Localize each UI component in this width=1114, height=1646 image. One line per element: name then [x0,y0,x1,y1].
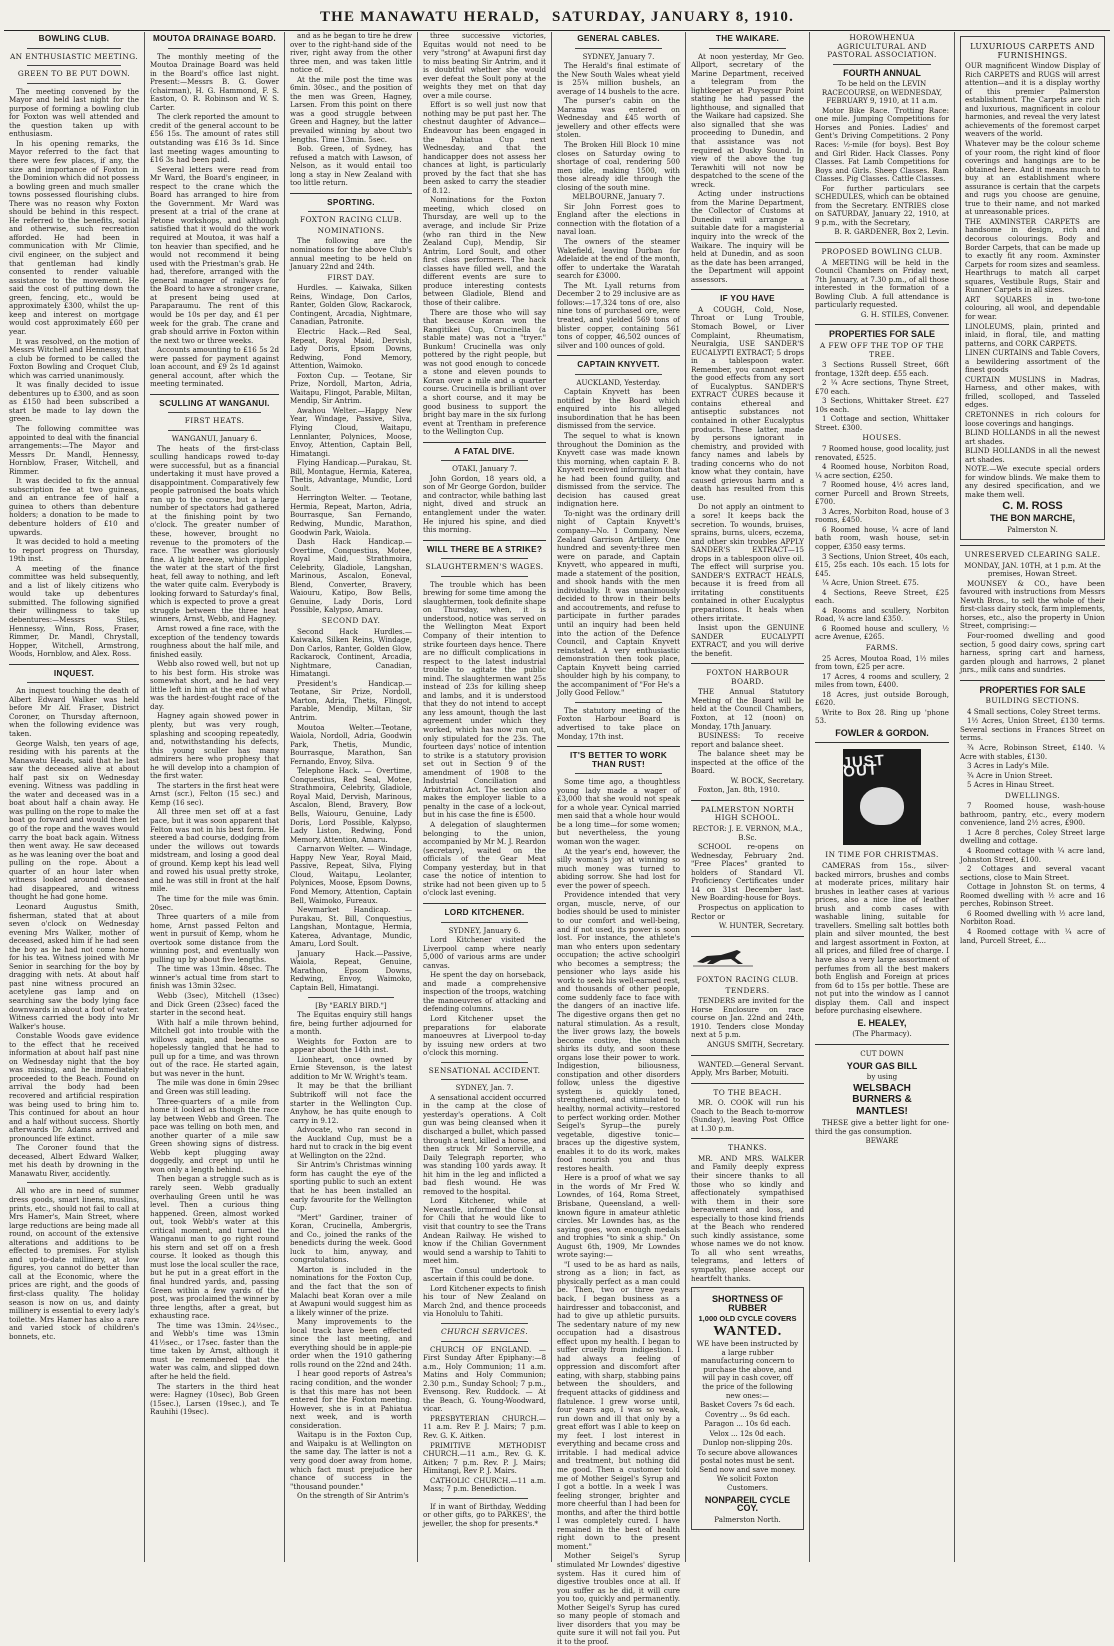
high-school-heading: PALMERSTON NORTH HIGH SCHOOL. [700,804,795,823]
mantles-heading: MANTLES! [856,1105,908,1117]
signature: G. H. STILES, Convener. [860,309,949,319]
list-item: 1 Cottage and section, Whittaker Street. £300. [815,414,949,432]
paragraph: Webb also rowed well, but not up to his best form. His stroke was somewhat short, and he had very little left in him at the end of what was the hardest-fought race of the day. [150,659,279,711]
advert-place: Palmerston North. [714,1514,781,1524]
list-item: 3 Sections Russell Street, 66ft frontage, 132ft deep. £55 each. [815,360,949,378]
properties-heading: PROPERTIES FOR SALE [828,329,935,340]
paragraph: It was resolved, on the motion of Messrs Witchell and Hennessy, that a club be formed to be called the Foxton Bowling and Croquet Club, which was carried unanimously. [9,336,139,380]
beach-heading: TO THE BEACH. [713,1087,782,1097]
paragraph: An inquest touching the death of Albert Edward Walker was held before Mr Alf. Fraser, District Coroner, on Thursday afternoon, when the following evidence was taken. [9,686,139,739]
paragraph: The owners of the steamer Wakefield, leaving Durban for Adelaide at the end of the month, offer to undertake the Waratah search for £3000. [557,237,680,281]
paragraph: Here is a proof of what we say in the words of Mr Fred W. Lowndes, of 164, Roma Street, Brisbane, Queensland, a well-known figure in amateur athletic circles. Mr Lowndes has, as the saying goes, won enough medals and trophies "to sink a ship." On August 6th, 1909, Mr Lowndes wrote saying:— [557,1173,680,1260]
tenders-subheading: TENDERS. [725,985,770,995]
properties-heading: PROPERTIES FOR SALE [979,684,1086,695]
paragraph: Marton is included in the nominations for the Foxton Cup, and the fact that the son of Malachi beat Koran over a mile at Awapuni would suggest him as a likely winner of the prize. [290,1264,412,1317]
paragraph: The time for the mile was 6min. 20sec. [150,893,279,912]
paragraph: Awahou Welter.—Happy New Year, Windage, Passive, Silva, Flying Cloud, Waitapu, Lennlanter, Polynices, Moose, Envoy, Attention, Captain Bell, Himatangi. [290,405,412,458]
dateline: Foxton, Jan. 8th, 1910. [698,785,780,795]
byline: [By "EARLY BIRD."] [315,1000,387,1010]
signature: ANGUS SMITH, Secretary. [707,1039,804,1049]
list-item: 3 Acres in Lady's Mile. [967,761,1050,771]
rector-line: RECTOR: J. E. VERNON, M.A., B.Sc. [692,824,803,842]
paragraph: On the strength of Sir Antrim's [297,1491,409,1501]
paragraph: Dash Hack Handicap.—Overtime, Conquestius, Motee, Royal Maid, Strathmoira, Celebrity, Gladiole, Langshan, Marinous, Ascalon, Eoneval, Blend, Converter, Bravery, Waiouru, Katipo, Bow Bells, Genuine, Lady Doris, Lord Possible, Kalypso, Amaru. [290,537,412,615]
dateline: SYDNEY, Jan. 7. [455,1083,514,1093]
paragraph: CAMERAS from 15s., silver-backed mirrors, brushes and combs at moderate prices, military hair brushes in leather cases at various prices, also a nice line of leather brush and comb cases with washable lining, suitable for travellers. Smelling salt bottles both plain and silver mounted, the best and largest assortment in Foxton, at all prices, and filled free of charge. I have also a very large assortment of perfumes from all the best makers both English and Foreign at prices from 6d to 15s per bottle. These are not put into the window as I cannot display them. Call and inspect before purchasing elsewhere. [815,861,949,1016]
paragraph: CURTAIN MUSLINS in Madras, Harness, and other makes, with frilled, scolloped, and Tasseled edges. [965,374,1100,410]
paragraph: Providence intended that very organ, muscle, nerve, of our bodies should be used to minister to our comfort and well-being, and if not used, its power is soon lost. For instance, the athlete's man who enters upon sedentary occupation; the active schoolgirl who becomes a semptress; the pensioner who lays aside his work to seek his well-earned rest, and thousands of other people, come suddenly face to face with the dangers of an inactive life. The digestive organs then get no natural stimulation. As a result, the liver grows lazy, the bowels become costive, the stomach shirks its duty, and soon these organs lose their power to work. Indigestion, biliousness, constipation and other disorders follow, unless the digestive system is quickly toned, strengthened, and stimulated to healthy, normal activity—restored to perfect working order. Mother Seigel's Syrup—the purely vegetable, digestive tonic—braces up the digestive system, enables it to do its work, makes food nourish you and thus restores health. [557,890,680,1173]
dateline: AUCKLAND, Yesterday. [576,377,661,387]
strike-heading: WILL THERE BE A STRIKE? [426,544,543,554]
paragraph: At noon yesterday, Mr Geo. Allport, secretary of the Marine Department, received a telegram from the lightkeeper at Puysegur Point stating he had passed the lighthouse, and signalled that the Waikare had capsized. She also signalled that she was proceeding to Dunedin, and that assistance was not required at Dusky Sound. In view of the above the tug Terawhiti will not now be despatched to the scene of the wreck. [691,51,804,189]
paragraph: Telephone Hack. — Overtime, Conquestius, Red Seal, Motee, Strathmoira, Celebrity, Gladiole, Royal Maid, Dervish, Marinous, Ascalon, Blend, Bravery, Bow Bells, Waiouru, Genuine, Lady Doris, Lord Possible, Kalypso, Lady Liston, Redwing, Fond Memory, Attention, Amaru. [290,766,412,844]
signature: B. R. GARDENER, Box 2, Levin. [834,227,949,237]
paragraph: Advocate, who ran second in the Auckland Cup, must be a hard nut to crack in the big event at Wellington on the 22nd. [290,1125,412,1160]
paragraph: Constable Woods gave evidence to the effect that he received information at about half past nine on Wednesday night that the boy was missing, and he immediately proceeded to the Beach. Found on arrival the body had been recovered and artificial respiration was being used to bring him to. This continued for about an hour and a half without success. Shortly afterwards Dr. Adams arrived and pronounced life extinct. [9,1031,139,1143]
paragraph: MR. O. COOK will run his Coach to the Beach to-morrow (Sunday), leaving Post Office at 1.30 p.m. [691,1098,804,1133]
firm-name: C. M. ROSS [1002,500,1063,513]
paragraph: Insist upon the GENUINE SANDER EUCALYPTI EXTRACT, and you will derive the benefit. [691,623,804,658]
paragraph: CATHOLIC CHURCH.—11 a.m. Mass; 7 p.m. Benediction. [423,1475,546,1494]
paragraph: and as he began to tire he drew over to the right-hand side of the river, right away from the other three men, and was taken little notice of. [290,31,412,75]
drainage-board-heading: MOUTOA DRAINAGE BOARD. [152,34,277,43]
paragraph: LINEN CURTAINS and Table Covers, a bewildering assortment of the finest goods [965,348,1100,375]
paragraph: With half a mile thrown behind, Mitchell got into trouble with the willows again, and became so hopelessly tangled that he had to pull up for a time, and was thrown out of the race. He started again, but was never in the hunt. [150,1017,279,1078]
paragraph: The following committee was appointed to deal with the financial arrangements:—The Mayor and Messrs Dr. Mandl, Hennessy, Hornblow, Fraser, Witchell, and Rimmer. [9,423,139,476]
paragraph: Foxton Cup. — Teotane, Sir Prize, Nordoll, Marton, Adria, Waitapu, Flingot, Parable, Miltan, Mendip, Sir Antrim. [290,370,412,406]
list-item: 2 Cottages and several vacant sections, close to Main Street. [960,864,1105,882]
paragraph: The time was 13min. 48sec. The winner's actual time from start to finish was 13min 32sec. [150,964,279,991]
paragraph: The time was 13min. 24½sec., and Webb's time was 13min 41½sec., or 17sec. faster than the time taken by Arnst, although it must be remembered that the water was calm, and slipped down after he held the field. [150,1320,279,1382]
clearing-sale-heading: UNRESERVED CLEARING SALE. [964,550,1101,560]
paragraph: PRESBYTERIAN CHURCH.— 11 a.m. Rev P. J. Mairs; 7 p.m. Rev. G. K. Aitken. [423,1413,546,1441]
list-item: Cottage in Johnston St. on terms, 4 Roomed dwelling with ½ acre and 16 perches, Robinson Street. [960,882,1105,909]
if-you-have-heading: IF YOU HAVE [720,294,775,304]
paragraph: Whatever may be the colour scheme of your room, the right kind of floor coverings and hangings are to be obtained here. And it means much to buy at an establishment where assurance is certain that the carpets and rugs you choose are genuine, true to their name, and not marked at unreasonable prices. [965,139,1100,217]
firm-name: FOWLER & GORDON. [835,727,929,738]
just-out-illustration [843,749,921,845]
paragraph: The Consul undertook to ascertain if this could be done. [423,1265,546,1284]
gas-line: by using [866,1072,898,1082]
welsbach-heading: WELSBACH [853,1082,911,1094]
paragraph: The balance sheet may be inspected at the office of the Board. [691,749,804,776]
paragraph: The Broken Hill Block 10 mine closes on Saturday owing to shortage of coal, rendering 500 men idle, making 1500, with those already idle through the closing of the south mine. [557,140,680,192]
paragraph: BLIND HOLLANDS in all the newest art shades. [965,428,1100,446]
racing-club-heading: FOXTON RACING CLUB. [696,975,799,985]
list-item: 18 Acres, just outside Borough, £620. [815,689,949,708]
paragraph: Lionheart, once owned by Ernie Stevenson, is the latest addition to Mr W. Wright's team. [290,1054,412,1081]
paragraph: All who are in need of summer dress goods, smart linens, muslins, prints, etc., should not fail to call at Mrs Hamer's, Main Street, where large reductions are being made all round, on account of the extensive alterations and additions to be effected to premises. For stylish and up-to-date millinery, at low figures, you cannot do better than call at the Economic, where the prices are right, and the goods of first-class quality. The holiday season is now on us, and dainty millinery is essential to every lady's toilette. Mrs Hamer has also a rare and varied stock of children's bonnets, etc. [9,1186,139,1341]
show-association-heading: HOROWHENUA AGRICULTURAL AND PASTORAL ASSOCIATION. [827,33,937,60]
paragraph: The following are the nominations for the above Club's annual meeting to be held on January 22nd and 24th. [290,236,412,272]
paragraph: The starters in the third heat were: Hagney (10sec), Bob Green (15sec.), Larsen (19sec.), and Te Rauhihi (19sec). [150,1381,279,1417]
list-item: 1½ Acres, Union Street, £130 terms. Several sections in Frances Street on terms. [960,716,1105,743]
list-item: 25 Acres, Moutoa Road, 1½ miles from town, £25 per acre. [815,653,949,672]
knyvett-heading: CAPTAIN KNYVETT. [577,360,660,370]
paragraph: Sir Antrim's Christmas winning form has caught the eye of the sporting public to such an extent that he has been installed an early favourite for the Wellington Cup. [290,1160,412,1213]
paragraph: To secure above allowances postal notes must be sent. Send now and save money. [697,1447,798,1474]
paragraph: ART SQUARES in two-tone colouring, all wool, and dependable for wear. [965,294,1100,321]
paragraph: It was finally decided to issue debentures up to £300, and as soon as £150 had been subscribed a start be made to lay down the green. [9,380,139,424]
paragraph: NOTE.—We execute special orders for window blinds. We make them to any desired specification, and we make them well. [965,464,1100,499]
carpets-heading: LUXURIOUS CARPETS AND FURNISHINGS. [970,42,1095,60]
paragraph: Four-roomed dwelling and good section, 5 good dairy cows, spring cart harness, spring cart and harness, garden plough and harrows, 2 planet jnrs., milk cans and sundries. [960,631,1105,675]
paragraph: The monthly meeting of the Moutoa Drainage Board was held in the Board's office last night. Present:—Messrs B. G. Gower (chairman), H. G. Hammond, F. S. Easton, O. R. Robinson and W. S. Carter. [150,51,279,112]
paragraph: Nominations for the Foxton meeting, which closed on Thursday, are well up to the average, and include Sir Prize (who ran third in the New Zealand Cup), Mendip, Sir Antrim, Lord Soult, and other first class performers. The hack classes have filled well, and the different events are sure to produce interesting contests between Gladiole, Blend and those of their calibre. [423,195,546,307]
list-item: 7 Roomed house, wash-house bathroom, pantry, etc., every modern convenience, land 2½ acres, £900. [960,801,1105,828]
paragraph: President's Handicap.—Teotane, Sir Prize, Nordoll, Marton, Adria, Thetis, Flingot, Parable, Mendip, Miltan, Sir Antrim. [290,678,412,723]
firm-place: Palmerston N. [1007,524,1058,534]
paragraph: MOUNSEY & CO., have been favoured with instructions from Messrs Newth Bros., to sell the whole of their first-class dairy stock, farm implements, horses, etc., also the property in Union Street, comprising:— [960,578,1105,631]
paragraph: Several letters were read from Mr Ward, the Board's engineer, in respect to the crane which the Board has arranged to hire from the Government. Mr Ward was present at a trial of the crane at Petone workshops, and although satisfied that it would do the work required at Moutoa, it was half a ton heavier than specified, and he would not recommend it being used with the Priestman's grab. He had, therefore, arranged with the general manager of railways for the Board to have a stronger crane, at present being used at Paraparaumu. The rent of this would be 10s per day, and £1 per week for the grab. The crane and grab should arrive in Foxton within the next two or three weeks. [150,164,279,345]
general-cables-heading: GENERAL CABLES. [577,34,660,43]
inquest-heading: INQUEST. [53,668,95,678]
paragraph: Many improvements to the local track have been effected since the last meeting, and everything should be in apple-pie order when the 1910 gathering rolls round on the 22nd and 24th. [290,1317,412,1369]
second-day-label: SECOND DAY. [321,616,381,625]
paragraph: Captain Knyvett has been notified by the Board which enquired into his alleged insubordination that he has been dismissed from the service. [557,387,680,431]
paragraph: George Walsh, ten years of age, residing with his parents at the Manawatu Heads, said that he last saw the deceased alive at about half past six on Wednesday evening. Witness was paddling in the water and deceased was in a boat about half a chain away. He was pulling on the rope to make the boat go forward and would then let go of the rope and the waves would carry the boat back again. Witness then went away. He saw deceased as he was leaning over the boat and pulling on the rope. About a quarter of an hour later when witness looked around deceased had disappeared, and witness thought he had gone home. [9,738,139,902]
gas-beware: BEWARE [865,1136,899,1146]
paragraph: PRIMITIVE METHODIST CHURCH.—11 a.m., Rev. G. K. Aitken; 7 p.m. Rev. P. J. Mairs; Himitangi, Rev P. J. Mairs. [423,1440,546,1476]
list-item: 4 Roomed house, Norbiton Road, ¼ acre section, £250. [815,462,949,480]
masthead-date: SATURDAY, JANUARY 8, 1910. [551,8,795,25]
church-services-heading: CHURCH SERVICES. [441,1327,528,1337]
paragraph: CRETONNES in rich colours for loose coverings and hangings. [965,409,1100,428]
paragraph: Prospectus on application to Rector or [691,902,804,921]
paragraph: Lord Kitchener, while at Newcastle, informed the Consul for Chili that he would like to visit that country to see the Trans Andean Railway. He wished to know if the Chilian Government would send a warship to Tahiti to meet him. [423,1196,546,1266]
paragraph: WE have been instructed by a large rubber manufacturing concern to purchase the above, and will pay in cash cover, off the price of the following new ones:— [696,1339,799,1400]
paragraph: Write to Box 28. Ring up 'phone 53. [815,707,949,726]
list-item: 4 Roomed cottage with ¼ acre land, Johnston Street, £100. [960,846,1105,864]
column-2 [145,32,285,1562]
paragraph: Lord Kitchener expects to finish his tour of New Zealand on March 2nd, and thence proceeds via Honolulu to Tahiti. [423,1283,546,1319]
pharmacy-name: E. HEALEY, [857,1017,907,1028]
paragraph: Do not apply an ointment to a sore! It keeps back the secretion. To wounds, bruises, sprains, burns, ulcers, eczema, and other skin troubles APPLY SANDER'S EXTRACT—15 drops in a tablespoon olive oil. The effect will surprise you. SANDER'S EXTRACT HEALS, because it is freed from all irritating constituents contained in other Eucalyptus preparations. It heals when others irritate. [691,502,804,623]
paragraph: To-night was the ordinary drill night of Captain Knyvett's company—No. 1 Company, New Zealand Garrison Artillery. One hundred and seventy-three men were on parade, and Captain Knyvett, who appeared in mufti, made a statement of the position, and shook hands with the men individually. It was unanimously decided to throw in their belts and accoutrements, and refuse to participate in further parades until an inquiry had been held into the action of the Defence Council, and Captain Knyvett reinstated. A very enthusiastic demonstration then took place, Captain Knyvett being carried shoulder high by his company, to the accompaniment of "For He's a Jolly Good Fellow." [557,508,680,698]
racehorse-icon [691,946,755,968]
better-to-work-heading: IT'S BETTER TO WORK THAN RUST! [569,751,668,769]
signature: W. HUNTER, Secretary. [718,921,804,931]
advert-subheading: 1,000 OLD CYCLE COVERS [698,1314,797,1324]
list-item: 6 Roomed dwelling with ½ acre land, Norbiton Road. [960,908,1105,927]
paragraph: At the mile post the time was 6min. 30sec., and the position of the men was Green, Hagney, Larsen. From this point on there was a good struggle between Green and Hagney, but the latter prevailed winning by about two lengths. Time 13min. 5sec. [290,74,412,144]
paragraph: If in want of Birthday, Wedding or other gifts, go to PARKES', the jeweller, the shop for presents.* [423,1501,546,1528]
columns [0,31,1114,1646]
column-4 [418,32,552,1562]
list-item: Dunlop non-slipping 20s. [702,1438,793,1448]
list-item: 1 Acre 8 perches, Coley Street large dwelling and cottage. [960,827,1105,846]
paragraph: Carnarvon Welter. — Windage, Happy New Year, Royal Maid, Passive, Repeat, Silva, Flying Cloud, Waitapu, Leolanter, Polynices, Moose, Epsom Downs, Fond Memory, Attention, Captain Bell, Waimoko, Fureaux. [290,844,412,905]
paragraph: He spent the day on horseback, and made a comprehensive inspection of the troops, watching the manoeuvres of attacking and defending columns. [423,970,546,1014]
masthead-title: THE MANAWATU HERALD, [319,8,540,25]
list-item: 5 Acres in Hinau Street. [967,780,1055,790]
paragraph: Then began a struggle such as is rarely seen. Webb gradually overhauling Green until he was level. Then a curious thing happened. Green, almost worked out, took Webb's water at this critical moment, and turned the Wanganui man to go right round his stern and set off on a fresh course. It looked as though this must lose the local sculler the race, but he put in a great effort in the final hundred yards, and, passing Green within a few yards of the post, was proclaimed the winner by three lengths, after a great, but exhausting race. [150,1174,279,1321]
paragraph: Webb (3sec), Mitchell (13sec) and Dick Green (23sec) faced the starter in the second heat. [150,990,279,1018]
list-item: 6 Roomed house and scullery, ½ acre Avenue, £265. [815,623,949,642]
list-item: ¾ Acre, Robinson Street, £140. ¼ Acre with stables, £130. [960,743,1105,761]
column-3 [285,32,418,1562]
list-item: Paragon ... 10s 6d each. [704,1419,791,1429]
paragraph: The clerk reported the amount to credit of the general account to be £56 15s. The amount of rates still outstanding was £16 3s 1d. Since last meeting wages amounting to £16 3s had been paid. [150,112,279,165]
paragraph: The Mt. Lyall returns from December 2 to 29 inclusive are as follows:—17,324 tons of ore, also nine tons of purchased ore, were treated, and yielded 569 tons of blister copper, containing 561 tons of copper, 46,502 ounces of silver and 100 ounces of gold. [557,280,680,350]
list-item: ¾ Acre in Union Street. [967,770,1053,780]
masthead [4,4,1110,31]
dateline: SYDNEY, January 7. [582,51,655,61]
racing-club-subheading: FOXTON RACING CLUB. [299,215,403,225]
paragraph: The Equitas enquiry still hangs fire, being further adjourned for a month. [290,1010,412,1037]
paragraph: Sir John Forrest goes to England after the elections in connection with the flotation of a naval loan. [557,201,680,237]
firm-subname: THE BON MARCHE, [990,512,1075,523]
advert-firm: NONPAREIL CYCLE COY. [704,1494,791,1514]
paragraph: three successive victories, Equitas would not need to be very "strong" at Awapuni first day to miss beating Sir Antrim, and it is doubtful whether she would ever defeat the Soult pony at the weights they met on that day over a mile course. [423,31,546,100]
paragraph: The statutory meeting of the Foxton Harbour Board is advertised to take place on Monday, 17th inst. [557,705,680,741]
paragraph: MR. AND MRS. WALKER and Family deeply express their sincere thanks to all those who so kindly and affectionately sympathised with them in their sore bereavement and loss, and especially to those kind friends at the Beach who rendered such kindly assistance, some whose names we do not know. To all who sent wreaths, telegrams, and letters of sympathy, please accept our heartfelt thanks. [691,1153,804,1283]
list-item: 17 Acres, 4 rooms and scullery, 2 miles from town, £400. [815,671,949,690]
list-item: Coventry ... 9s 6d each. [705,1409,790,1419]
paragraph: LINOLEUMS, plain, printed and inlaid, in floral, tile, and matting patterns, and CORK CARPETS. [965,321,1100,348]
list-item: Basket Covers 7s 6d each. [700,1400,795,1410]
list-item: Velox ... 12s 0d each. [709,1428,786,1438]
list-item: ¼ Acre, Union Street. £75. [822,578,919,588]
paragraph: Electric Hack.—Red Seal, Repeat, Royal Maid, Dervish, Lady Doris, Epsom Downs, Redwing, Fond Memory, Attention, Waimoko. [290,326,412,371]
building-sections-label: BUILDING SECTIONS. [985,696,1080,706]
column-8 [955,32,1110,1562]
paragraph: The sequel to what is known throughout the Dominion as the Knyvett case was made known this morning, when captain F. B. Knyvett received information that he had been found guilty, and dismissed from the service. The decision has caused great indignation here. [557,430,680,509]
paragraph: Hagney again showed power in plenty, but was very rough, splashing and scooping repeatedly, and, notwithstanding his defects, this young sculler has many admirers here who prophesy that he will develop into a champion of the first water. [150,711,279,781]
signature: W. BOCK, Secretary. [730,775,804,785]
paragraph: It was decided to fix the annual subscription fee at two guineas, and an entrance fee of half a guinea to others than debenture holders; a donation to be made to debenture holders of £10 and upwards. [9,476,139,537]
paragraph: Motor Bike Race. Trotting Race: one mile. Jumping Competitions for Horses and Ponies. Ladies' and Gent's Driving Competitions. 2 Pony Races: ½-mile (for boys). Best Boy and Girl Rider. Hack Classes. Pony Classes. Fat Lamb Competitions for Boys and Girls. Sheep Classes. Ram Classes. Pig Classes. Cattle Classes. [815,105,949,184]
paragraph: To be held on the LEVIN RACECOURSE, on WEDNESDAY, FEBRUARY 9, 1910, at 11 a.m. [821,79,943,106]
paragraph: A meeting of the finance committee was held subsequently, and a list of likely citizens who would take up debentures submitted. The following signified their willingness to take up debentures:—Messrs Stiles, Hennessy, Winn, Ross, Fraser, Rimmer, Dr. Mandl, Chrystall, Hopper, Witchell, Armstrong, Woods, Hornblow, and Alex. Ross. [9,563,139,659]
list-item: 6 Roomed house, ¼ acre of land bath room, wash house, set-in copper, £350 easy terms. [815,524,949,551]
paragraph: Waitapu is in the Foxton Cup, and Waipaku is at Wellington on the same day. The latter is not a very good doer away from home, which fact must prejudice her chance of success in the "thousand pounder." [290,1430,412,1491]
paragraph: For further particulars see SCHEDULES, which can be obtained from the Secretary. ENTRIES close on SATURDAY, January 22, 1910, at 9 p.m., with the Secretary, [815,183,949,227]
paragraph: The meeting convened by the Mayor and held last night for the purpose of forming a bowling club for Foxton was well attended and the question taken up with enthusiasm. [9,86,139,139]
nominations-subheading: NOMINATIONS. [317,225,385,235]
paragraph: THE Annual Statutory Meeting of the Board will be held at the Council Chambers, Foxton, at 12 (noon) on Monday, 17th January. [691,687,804,731]
fatal-dive-heading: A FATAL DIVE. [454,446,515,456]
paragraph: It may be that the brilliant Subtrikoff will not face the starter in the Wellington Cup. Anyhow, he has quite enough to carry in 9.12. [290,1081,412,1125]
paragraph: Weights for Foxton are to appear about the 14th inst. [290,1036,412,1055]
advert-heading: SHORTNESS OF RUBBER [711,1294,783,1313]
paragraph: THESE give a better light for one-third the gas consumption. [815,1118,949,1136]
paragraph: OUR magnificent Window Display of Rich CARPETS and RUGS will arrest attention—and it is a display worthy of this premier Palmerston establishment. The Carpets are rich and luxurious, magnificent in colour harmonies, and reveal the very latest achievements of the foremost carpet weavers of the world. [965,61,1100,139]
column-7 [810,32,955,1562]
paragraph: John Gordon, 18 years old, a son of Mr George Gordon, builder and contractor, while bathing last night, dived and struck an entanglement under the water. He injured his spine, and died this morning. [423,473,546,535]
harbour-board-heading: FOXTON HARBOUR BOARD. [706,668,789,686]
paragraph: A MEETING will be held in the Council Chambers on Friday next, 7th January, at 7.30 p.m., of all those interested in the formation of a Bowling Club. A full attendance is particularly requested. [815,257,949,310]
list-item: 4 Rooms and scullery, Norbiton Road, ¼ acre land £350. [815,605,949,624]
paragraph: Acting under instructions from the Marine Department, the Collector of Customs at Dunedin will arrange a suitable date for a magisterial inquiry into the wreck of the Waikare. The inquiry will be held at Dunedin, and as soon as the date has been arranged, the Department will appoint assessors. [691,189,804,284]
paragraph: I hear good reports of Astrea's racing condition, and the wonder is that this mare has not been entered for the Foxton meeting. However, she is in at Pahiatua next week, and is worth consideration. [290,1369,412,1430]
paragraph: The mile was done in 6min 29sec and Green was still leading. [150,1078,279,1096]
paragraph: MONDAY, JAN. 10TH, at 1 p.m. At the premises, Howan Street. [964,560,1101,579]
paragraph: Lord Kitchener upset the preparations for elaborate manoeuvres at Liverpool to-day by issuing new orders at two o'clock this morning. [423,1013,546,1058]
list-item: 4 Sections, Reeve Street, £25 each. [815,587,949,606]
paragraph: Hurdles. — Kaiwaka, Silken Reins, Windage, Don Carlos, Ranter, Golden Glow, Rackarock, Contingent, Arcadia, Nightmare, Canadian, Patronite. [290,283,412,327]
gas-line: CUT DOWN [860,1048,904,1058]
paragraph: A delegation of slaughtermen belonging to the union, accompanied by Mr M. J. Reardon (secretary), waited on the officials of the Gear Meat Company yesterday, but in that case the notice of intention to strike had not been given up to 5 o'clock last evening. [423,820,546,898]
paragraph: It was decided to hold a meeting to report progress on Thursday, 19th inst. [9,537,139,564]
paragraph: THE AXMINSTER CARPETS are handsome in design, rich and decorous colourings. Body and Border Carpets, that can be made up to exactly fit any room. Axminster Carpets for room sizes and seamless. Hearthrugs to match all carpet squares, Vestibule Rugs, Stair and Runner Carpets in all sizes. [965,216,1100,295]
paragraph: "Mert" Gardiner, trainer of Koran, Crucinella, Ambergris, and Co., joined the ranks of the benedicts during the week. Good luck to him, anyway, and congratulations. [290,1212,412,1265]
list-item: 3 Sections, Whittaker Street. £27 10s each. [815,396,949,414]
paragraph: Herrington Welter. — Teotane, Hermia, Repeat, Marton, Adria, Bourrasque, San Fernando, Redwing, Mundic, Marathon, Goodwin Park, Waiola. [290,493,412,537]
column-5 [552,32,686,1646]
pharmacy-subname: (The Pharmacy). [852,1029,912,1039]
paragraph: Three quarters of a mile from home, Arnst passed Felton and went in pursuit of Kemp, whom he overtook some distance from the winning post, and eventually won pulling up by about five lengths. [150,912,279,964]
dateline: MELBOURNE, January 7. [572,192,665,202]
paragraph: Bob. Green, of Sydney, has refused a match with Lawson, of Nelson, as it would entail too long a stay in New Zealand with too little return. [290,144,412,188]
houses-label: HOUSES. [862,433,902,443]
bowling-club-subheading: AN ENTHUSIASTIC MEETING. [9,51,139,61]
paragraph: "I used to be as hard as nails, strong as a lion; in fact, as physically perfect as a man could be. Then, two or three years back, I began business as a hairdresser and tobacconist, and had to give up athletic pursuits. The sedentary nature of my new occupation had a disastrous effect upon my health. I began to suffer cruelly from indigestion. I had always a feeling of oppression and discomfort after eating, with sharp, stabbing pains between the shoulders, and frequent attacks of giddiness and flatulence. I grew worse until, four years ago, I was so weak, run down and ill that only by a great effort was I able to keep on my feet. I lost interest in everything and became cross and irritable. I had medical advice and treatment, but nothing did me good. Then a customer told me of Mother Seigel's Syrup and I got a bottle. In a week I was feeling stronger, brighter and more cheerful than I had been for months, and after the third bottle I was completely cured. I have remained in the best of health right down to the present moment." [557,1259,680,1551]
sporting-heading: SPORTING. [327,197,375,207]
paragraph: BUSINESS: To receive report and balance sheet. [691,731,804,749]
dateline: OTAKI, January 7. [452,464,517,474]
paragraph: Some time ago, a thoughtless young lady made a wager of £3,000 that she would not speak for a whole year. Cynical married men said that a whole hour would be a long time—for some women; but nevertheless, the young woman won the wager. [557,777,680,847]
list-item: 3 Sections, Union Street, 40s each, £15, 25s each. 10s each. 15 lots for £45. [815,551,949,578]
paragraph: The purser's cabin on the Marama was entered on Wednesday and £45 worth of jewellery and other effects were stolen. [557,96,680,140]
strike-subheading: SLAUGHTERMEN'S WAGES. [425,562,544,572]
list-item: 3 Acres, Norbiton Road, house of 3 rooms, £450. [815,506,949,525]
paragraph: Newmarket Handicap. — Purakau, St. Bill, Conquestius, Langshan, Montague, Hermia, Katerea, Advantage, Mundic, Amaru, Lord Soult. [290,905,412,949]
sculling-subheading: FIRST HEATS. [184,416,245,426]
paragraph: CHURCH OF ENGLAND. — First Sunday After Epiphany:—8 a.m., Holy Communion; 11 a.m. Matins and Holy Communion; 2.30 p.m., Sunday School; 7 p.m., Evensong. Rev. Ruddock. — At the Beach, G. Young-Woodward, vicar. [423,1344,546,1414]
bowling-club-subheading-2: GREEN TO BE PUT DOWN. [17,69,131,79]
cycle-covers-advert [691,1287,804,1530]
paragraph: SCHOOL re-opens on Wednesday, February 2nd. "Free Places" granted to holders of Standard VI. Proficiency Certificates under 14 on 31st December last. New Boarding-house for Boys. [691,842,804,903]
properties-subheading: A FEW OFF THE TOP OF THE TREE. [819,340,945,359]
waikare-heading: THE WAIKARE. [715,34,780,43]
paragraph: The starters in the first heat were Arnst (scr.), Felton (15 sec.) and Kemp (16 sec). [150,780,279,807]
christmas-heading: IN TIME FOR CHRISTMAS. [825,850,939,860]
kitchener-heading: LORD KITCHENER. [444,907,525,917]
sculling-heading: SCULLING AT WANGANUI. [159,398,270,408]
thanks-heading: THANKS. [728,1143,767,1153]
paragraph: The Coroner found that the deceased, Albert Edward Walker, met his death by drowning in the Manawatu River, accidently. [9,1143,139,1178]
paragraph: WANTED.—General Servant. Apply, Mrs Barber, Motuiti. [691,1059,804,1078]
paragraph: BLIND HOLLANDS in all the newest art shades. [965,446,1100,464]
just-out-label: JUST OUT [842,752,886,781]
paragraph: Three-quarters of a mile from home it looked as though the race lay between Webb and Green. The pace was telling on both men, and another quarter of a mile saw Green showing signs of distress. Webb kept plugging away doggedly, and crept up until he won only a length behind. [150,1096,279,1174]
paragraph: Second Hack Hurdles.—Kaiwaka, Silken Reins, Windage, Don Carlos, Ranter, Golden Glow, Rackarock, Continent, Arcadia, Nightmare, Canadian, Himatangi. [290,626,412,679]
list-item: 2 ¼ Acre sections, Thyne Street, £70 each. [815,378,949,396]
paragraph: Mother Seigel's Syrup stimulated Mr Lowndes' digestive system. Has it cured him of digestive troubles once at all. If you suffer as he did, it will cure you too, quickly and permanently. Mother Seigel's Syrup has cured so many people of stomach and liver disorders that you may be quite sure it will not fail you. Put it to the proof. [557,1551,680,1646]
first-day-label: FIRST DAY. [327,272,375,282]
bowling-club-heading: BOWLING CLUB. [38,34,110,43]
paragraph: The heats of the first-class sculling handicaps rowed to-day were successful, but as a financial undertaking it must have proved a disappointment. Comparatively few people patronised the boats which ran up to the course, but a large number of spectators had gathered at the finishing point by two o'clock. The greater number of these, however, brought no revenue to the promoters of the race. The weather was gloriously fine. A light breeze, which rippled the water at the start of the first heat, fell away to nothing, and left the water quite calm. Everybody is looking forward to Saturday's final, which is expected to prove a great struggle between the three heat winners, Arnst, Webb, and Hagney. [150,443,279,624]
advert-wanted: WANTED. [713,1323,782,1339]
dateline: SYDNEY, January 6. [448,925,521,935]
proposed-bowling-heading: PROPOSED BOWLING CLUB. [821,247,943,257]
burners-heading: BURNERS & [852,1094,912,1106]
column-6 [686,32,810,1562]
paragraph: Arnst rowed a fine race, with the exception of the tendency towards roughness about the half mile, and finished easily. [150,624,279,659]
dwellings-label: DWELLINGS. [1004,790,1061,800]
paragraph: Moutoa Welter.—Teotane, Waiola, Nordoll, Adria, Goodwin Park, Thetis, Mundic, Bourrasque, Marathon, San Fernando, Envoy, Silva. [290,722,412,766]
paragraph: All three men set off at a fast pace, but it was soon apparent that Felton was not in his best form. He steered a bad course, dodging from under the willows out towards midstream, and losing a good deal of ground. Kemp kept his lead well and rowed his usual pretty stroke, and he was still in front at the half mile. [150,807,279,894]
carpets-advert [960,36,1105,540]
paragraph: At the year's end, however, the silly woman's joy at winning so much money was turned to abiding sorrow. She had lost for ever the power of speech. [557,846,680,890]
fourth-annual-heading: FOURTH ANNUAL [843,67,921,78]
gift-bag-icon [860,787,904,825]
list-item: 4 Roomed cottage with ¼ acre of land, Purcell Street, £... [960,926,1105,945]
paragraph: There are those who will say that because Koran won the Rangitikei Cup, Crucinella (a stable mate) was not a "tryer." Bunkum! Crucinella was only pottered by the right people, but was not good enough to concede a stone and eleven pounds to Koran over a mile and a quarter course. Crucinella is brilliant over a short course, and it may be good business to support the bright bay mare in the six furlong event at Trentham in preference to the Wellington Cup. [423,307,546,437]
farms-label: FARMS. [865,643,899,652]
paragraph: A sensational accident occurred in the camp at the close of yesterday's operations. A Colt gun was being cleansed when it discharged a bullet, which passed through a tent, killed a horse, and then struck Mr Somerville, a Daily Telegraph reporter, who was standing 100 yards away. It hit him in the leg and inflicted a bad flesh wound. He was removed to the hospital. [423,1092,546,1196]
paragraph: Accounts amounting to £16 5s 2d were passed for payment against loan account, and £9 2s 1d against general account, after which the meeting terminated. [150,345,279,389]
paragraph: A COUGH, Cold, Nose, Throat or Lung Trouble, Stomach Bowel, or Liver Complaint, Rheumatism, Neuralgia, USE SANDER'S EUCALYPTI EXTRACT; 5 drops in a tablespoon water. Remember, you cannot expect the good effects from any sort of Eucalyptus. SANDER'S EXTRACT CURES because it contains ethereal and antiseptic substances not contained in other Eucalyptus products. These latter, made by persons ignorant in chemistry, and provided with fancy names and labels by trading concerns who do not know what they contain, have caused grievous harm and a death has resulted from this use. [691,304,804,502]
column-1 [4,32,145,1562]
paragraph: Leonard Augustus Smith, fisherman, stated that at about seven o'clock on Wednesday evening Mrs Walker, mother of deceased, asked him if he had seen the boy as he had not come home for his tea. Witness joined with Mr Senior in searching for the boy by dragging with nets. At about half past nine witness procured an acetylene gas lamp and on searching saw the body lying face downwards in about a foot of water. Witness carried the body into Mr Walker's house. [9,901,139,1031]
paragraph: The Herald's final estimate of the New South Wales wheat yield is 25¾ million bushels, an average of 14 bushels to the acre. [557,61,680,96]
paragraph: January Hack.—Passive, Waiola, Repeat, Genuine, Marathon, Epsom Downs, Redwing, Envoy, Waimoko, Captain Bell, Himatangi. [290,948,412,992]
list-item: 4 Small sections, Coley Street terms. [967,706,1101,716]
paragraph: Effort is so well just now that nothing may be put past her. The chestnut daughter of Advance—Endeavour has been engaged in the Pahiatua Cup next Wednesday, and that the handicapper does not assess her chances at light, is particularly proved by the fact that she has been asked to carry the steadier of 8.12. [423,100,546,195]
dateline: WANGANUI, January 6. [171,433,258,443]
paragraph: The trouble which has been brewing for some time among the slaughtermen, took definite shape on Thursday, when, it is understood, notice was served on the Wellington Meat Export Company of their intention to strike fourteen days hence. There are no difficult complications in respect to the latest industrial trouble to agitate the public mind. The slaughtermen want 25s instead of 23s for killing sheep and lambs, and it is understood that they do not intend to accept any less amount, though the last agreement under which they worked, which has now run out, only stipulated for the 23s. The fourteen days' notice of intention to strike is a statutory provision set out in Section 9 of the amendment of 1908 to the Industrial Conciliation and Arbitration Act. The section also makes the employer liable to a penalty in the case of a lock-out, but in his case the fine is £500. [423,579,547,820]
paragraph: Flying Handicap.—Purakau, St. Bill, Montague, Hermia, Katerea, Thetis, Advantage, Mundic, Lord Soult. [290,458,412,493]
gas-heading: YOUR GAS BILL [846,1060,918,1071]
paragraph: Lord Kitchener visited the Liverpool camp where nearly 5,000 of various arms are under canvas. [423,935,546,970]
list-item: 7 Roomed house, 4½ acres land, corner Purcell and Brown Streets, £700. [815,480,949,507]
list-item: 7 Roomed house, good locality, just renovated, £525. [815,443,949,462]
paragraph: In his opening remarks, the Mayor referred to the fact that there were few places, if any, the size and importance of Foxton in the Dominion which did not possess a bowling green and much smaller towns possessed flourishing clubs. There was no reason why Foxton should be behind in this respect. He referred to the benefits, social and otherwise, such recreation afforded. He had been in communication with Mr Climie, civil engineer, on the subject and that gentleman had kindly consented to render valuable assistance to the movement. He said the cost of putting down the green, fencing, etc., would be approximately £300, whilst the up-keep and interest on mortgage would cost approximately £60 per year. [9,138,139,336]
accident-heading: SENSATIONAL ACCIDENT. [428,1065,541,1075]
paragraph: TENDERS are invited for the Horse Enclosure on race course on Jan. 22nd and 24th, 1910. Tenders close Monday next at 5 p.m. [691,996,804,1040]
paragraph: We solicit Foxton Customers. [716,1474,779,1493]
